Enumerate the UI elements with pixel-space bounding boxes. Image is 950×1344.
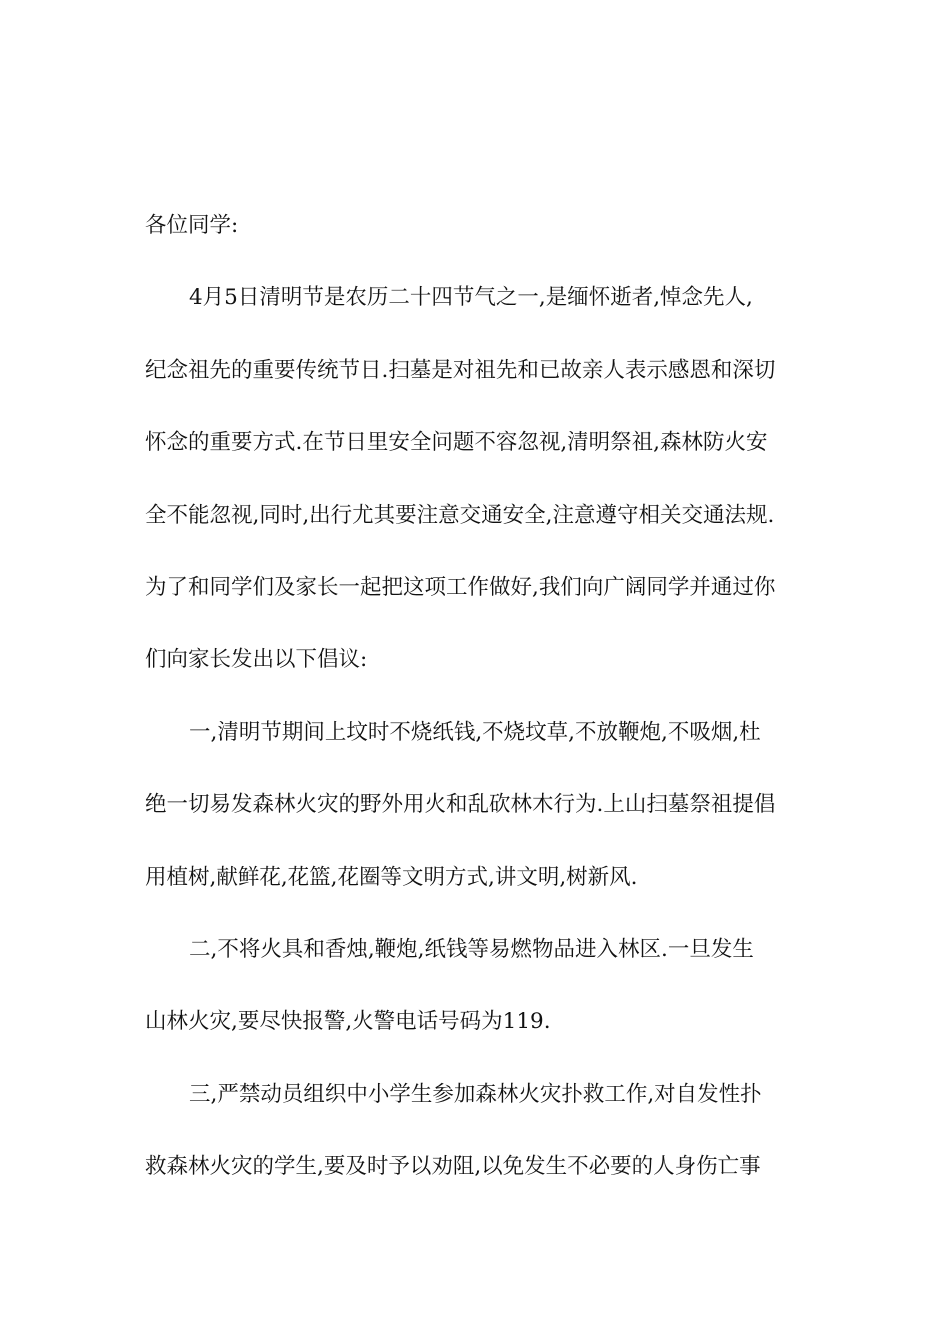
- proposal-three-line: 救森林火灾的学生,要及时予以劝阻,以免发生不必要的人身伤亡事: [145, 1154, 761, 1180]
- salutation: 各位同学:: [145, 213, 239, 238]
- proposal-one-line: 用植树,献鲜花,花篮,花圈等文明方式,讲文明,树新风.: [145, 864, 638, 890]
- proposal-one-line: 一,清明节期间上坟时不烧纸钱,不烧坟草,不放鞭炮,不吸烟,杜: [189, 719, 761, 745]
- paragraph-line: 为了和同学们及家长一起把这项工作做好,我们向广阔同学并通过你: [145, 574, 776, 600]
- paragraph-line: 纪念祖先的重要传统节日.扫墓是对祖先和已故亲人表示感恩和深切: [145, 357, 776, 383]
- proposal-two-line: 二,不将火具和香烛,鞭炮,纸钱等易燃物品进入林区.一旦发生: [189, 936, 754, 962]
- paragraph-line: 全不能忽视,同时,出行尤其要注意交通安全,注意遵守相关交通法规.: [145, 502, 775, 528]
- paragraph-line: 们向家长发出以下倡议:: [145, 647, 368, 673]
- paragraph-line: 4月5日清明节是农历二十四节气之一,是缅怀逝者,悼念先人,: [189, 285, 753, 311]
- paragraph-line: 怀念的重要方式.在节日里安全问题不容忽视,清明祭祖,森林防火安: [145, 430, 768, 456]
- proposal-one-line: 绝一切易发森林火灾的野外用火和乱砍林木行为.上山扫墓祭祖提倡: [145, 792, 776, 818]
- document-body: [145, 203, 810, 1216]
- proposal-two-line: 山林火灾,要尽快报警,火警电话号码为119.: [145, 1009, 551, 1035]
- proposal-three-line: 三,严禁动员组织中小学生参加森林火灾扑救工作,对自发性扑: [189, 1081, 762, 1107]
